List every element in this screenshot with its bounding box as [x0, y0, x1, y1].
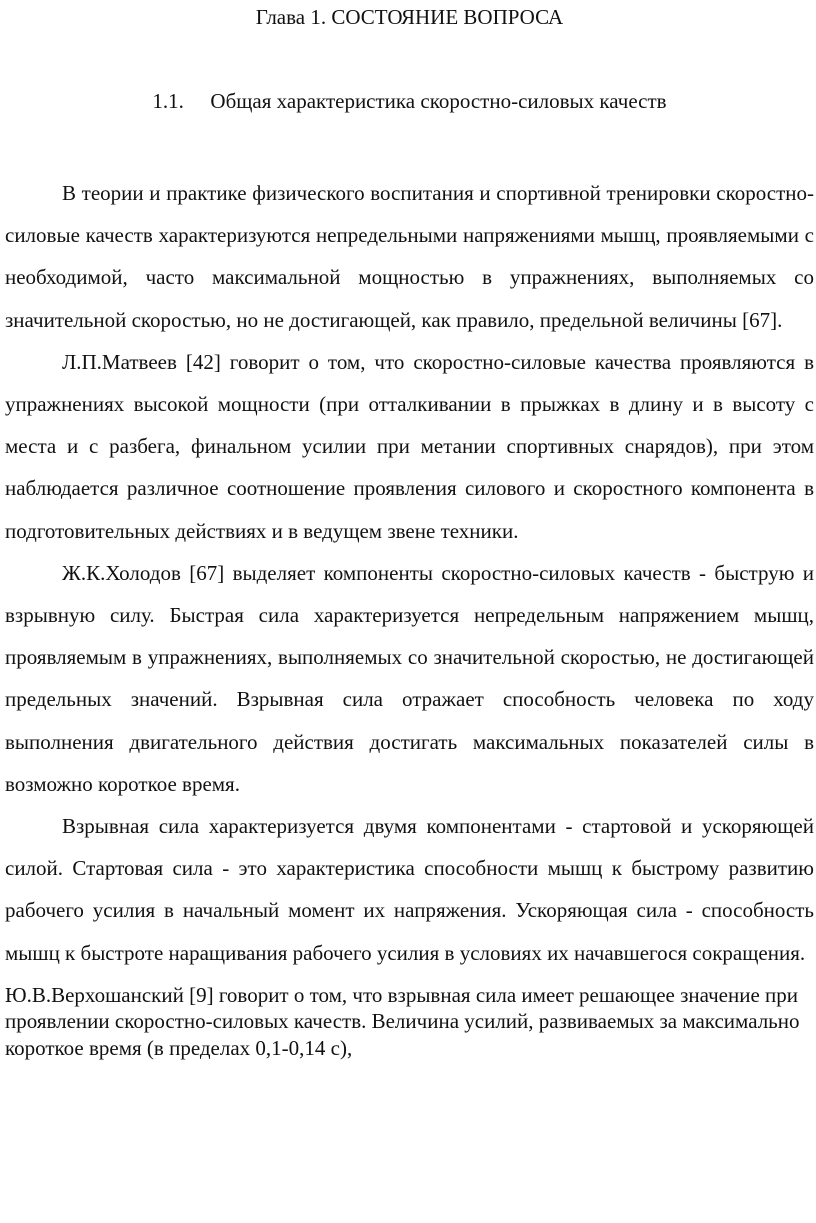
- paragraph-3: Ж.К.Холодов [67] выделяет компоненты скоростно-силовых качеств - быструю и взрывную силу. Быстрая сила характеризуется непредельным напряжением мышц, проявляемым в упражнениях, выполняемых со значительной скоростью, не достигающей предельных значений. Взрывная сила отражает способность человека по ходу выполнения двигательного действия достигать максимальных показателей силы в возможно короткое время.: [5, 560, 814, 796]
- section-title: Общая характеристика скоростно-силовых качеств: [210, 89, 667, 113]
- body-text: [5, 172, 814, 1061]
- chapter-title: Глава 1. СОСТОЯНИЕ ВОПРОСА: [255, 5, 564, 29]
- paragraph-2: Л.П.Матвеев [42] говорит о том, что скоростно-силовые качества проявляются в упражнениях высокой мощности (при отталкивании в прыжках в длину и в высоту с места и с разбега, финальном усилии при метании спортивных снарядов), при этом наблюдается различное соотношение проявления силового и скоростного компонента в подготовительных действиях и в ведущем звене техники.: [5, 349, 814, 543]
- paragraph-4: Взрывная сила характеризуется двумя компонентами - стартовой и ускоряющей силой. Стартовая сила - это характеристика способности мышц к быстрому развитию рабочего усилия в начальный момент их напряжения. Ускоряющая сила - способность мышц к быстроте наращивания рабочего усилия в условиях их начавшегося сокращения.: [5, 814, 814, 965]
- section-number: 1.1.: [152, 89, 184, 113]
- paragraph-5: Ю.В.Верхошанский [9] говорит о том, что взрывная сила имеет решающее значение при проявлении скоростно-силовых качеств. Величина усилий, развиваемых за максимально короткое время (в пределах 0,1-0,14 с),: [5, 982, 800, 1060]
- section-heading: [5, 87, 814, 115]
- paragraph-1: В теории и практике физического воспитания и спортивной тренировки скоростно-силовые качеств характеризуются непредельными напряжениями мышц, проявляемыми с необходимой, часто максимальной мощностью в упражнениях, выполняемых со значительной скоростью, но не достигающей, как правило, предельной величины [67].: [5, 181, 814, 332]
